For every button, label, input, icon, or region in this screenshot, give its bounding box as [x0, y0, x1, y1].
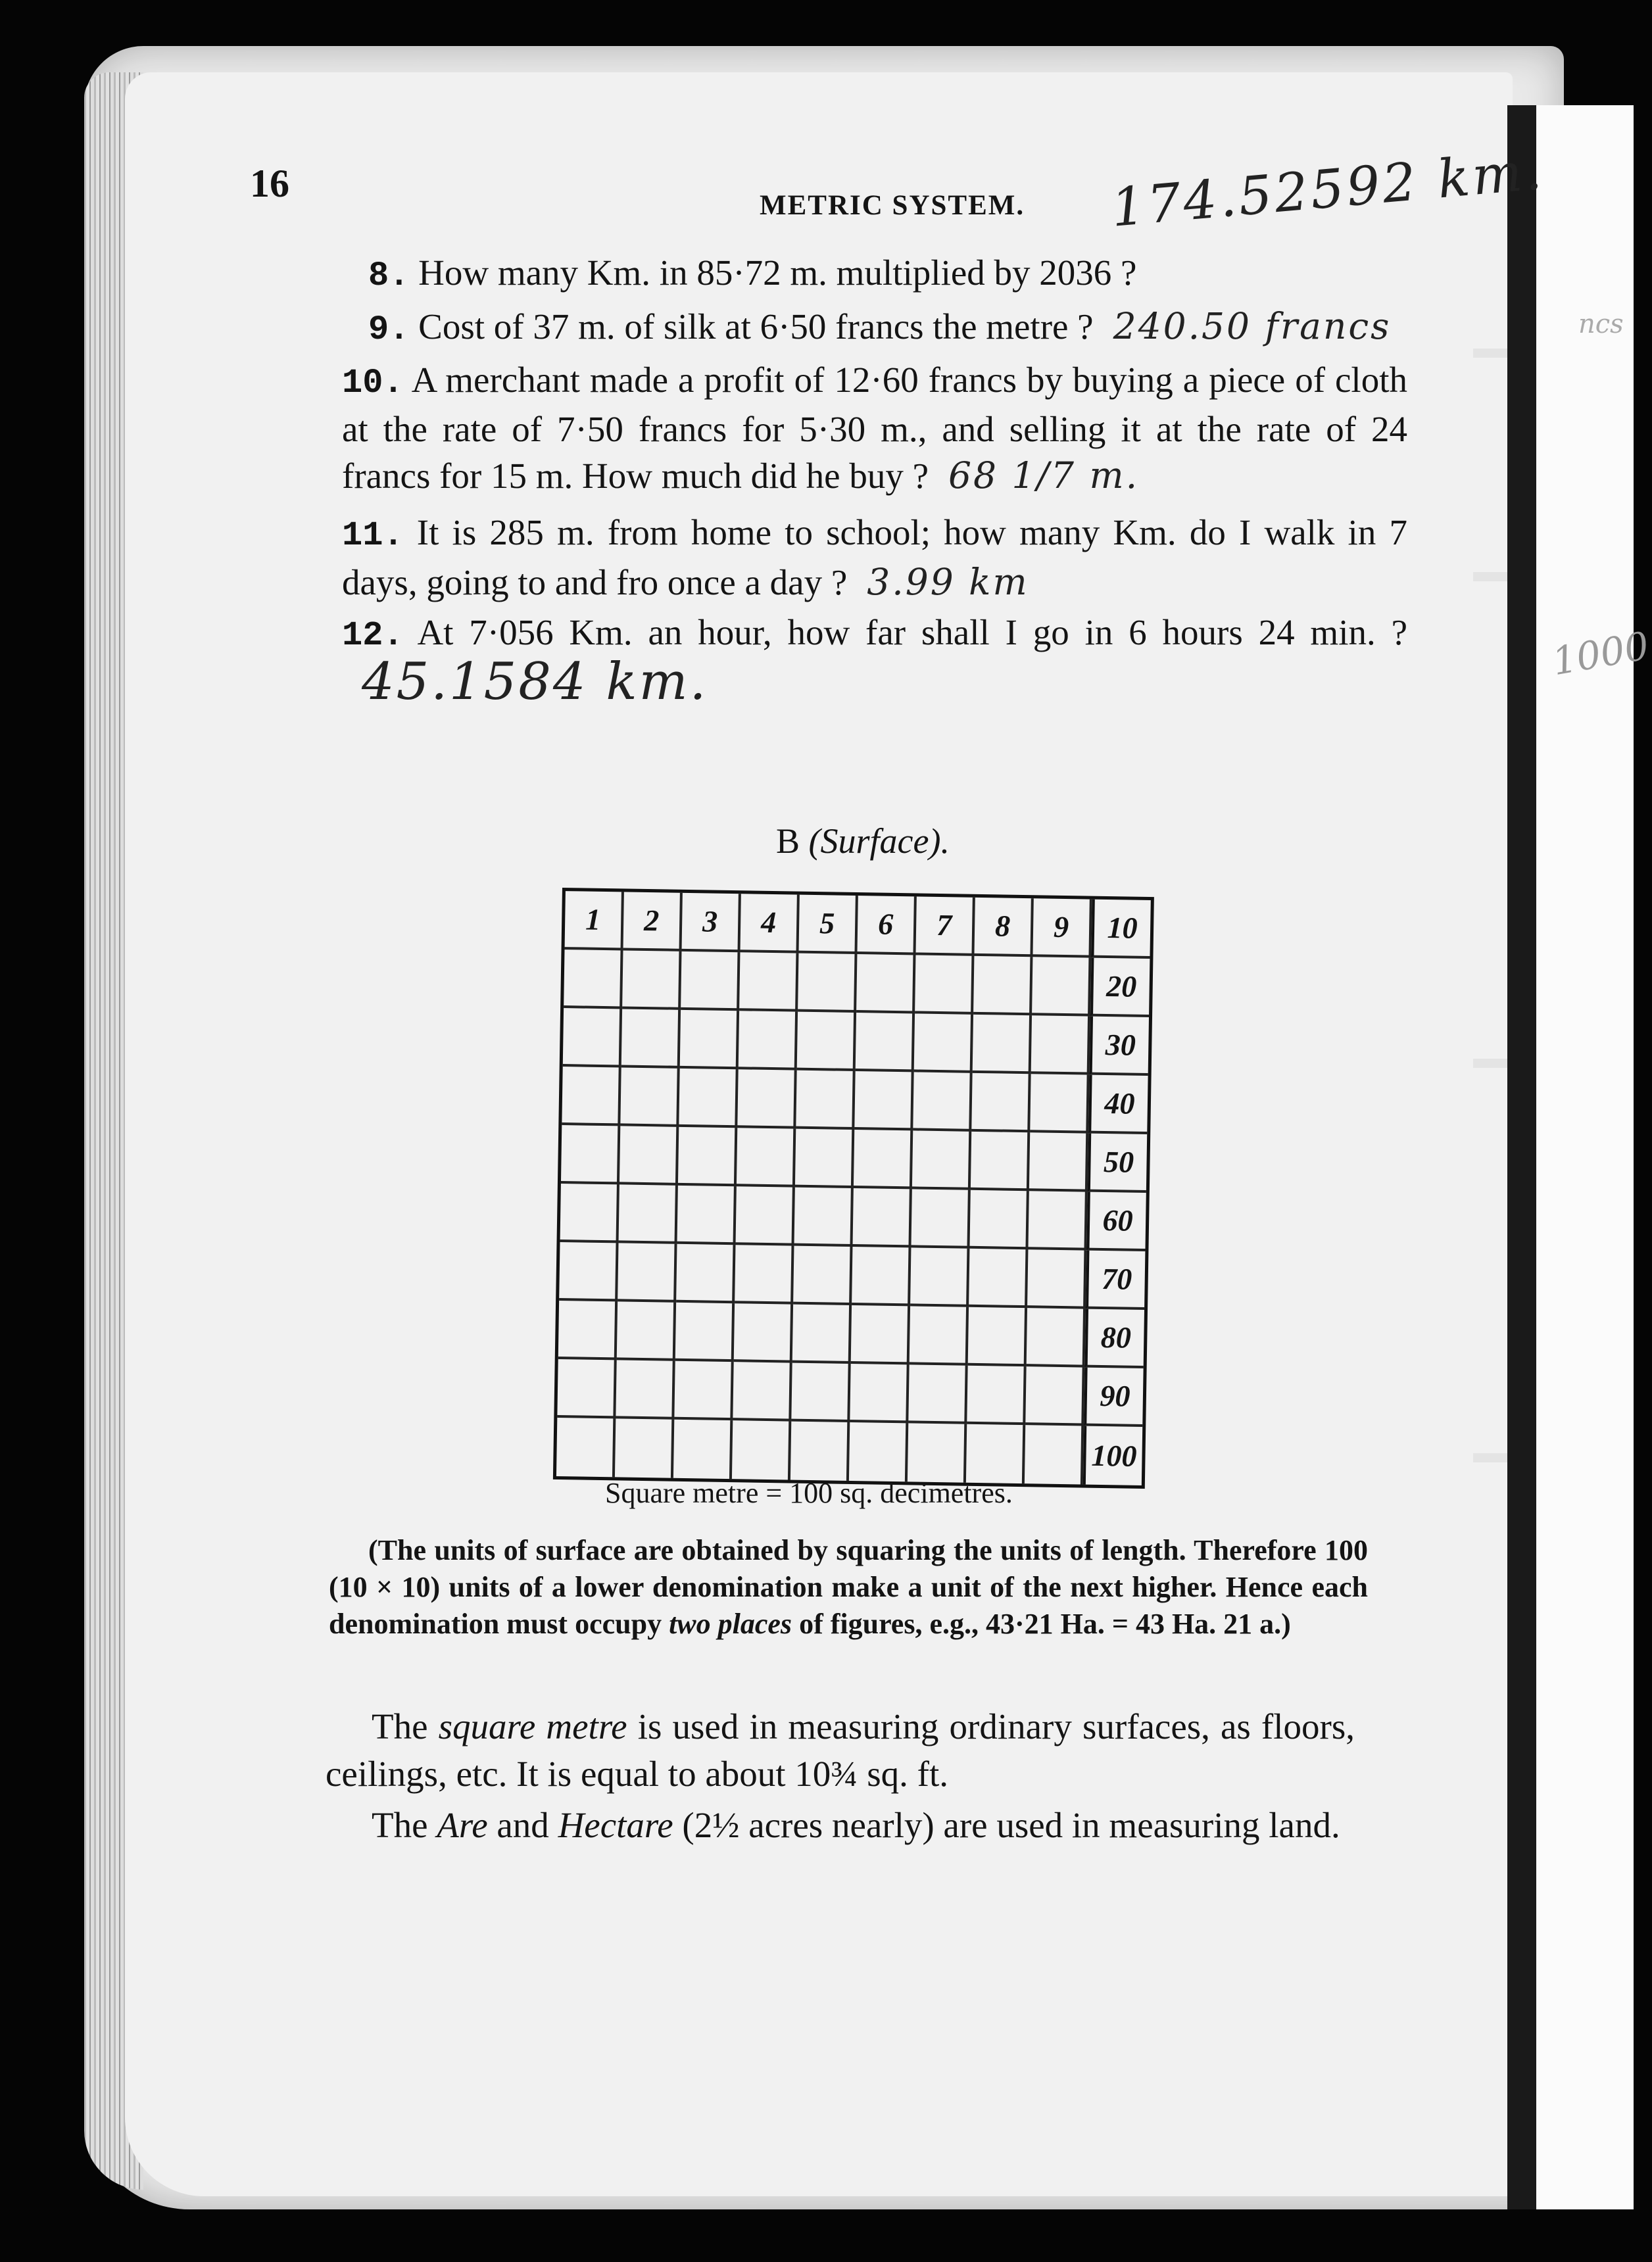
grid-cell	[790, 1422, 850, 1481]
grid-cell	[854, 1130, 913, 1189]
handwritten-answer: 3.99 km	[867, 561, 1029, 603]
margin-note: ncs	[1578, 309, 1624, 339]
grid-cell	[675, 1303, 735, 1362]
grid-side-label: 70	[1086, 1251, 1145, 1310]
grid-cell	[908, 1423, 967, 1482]
running-head: METRIC SYSTEM.	[760, 190, 1025, 221]
grid-cell	[914, 1013, 973, 1072]
paragraph-text: The	[372, 1805, 437, 1845]
grid-cell	[620, 1126, 679, 1185]
grid-top-label: 5	[798, 895, 858, 954]
grid-cell	[915, 955, 974, 1014]
grid-cell	[849, 1422, 908, 1481]
grid-cell	[1030, 1074, 1089, 1133]
problem-number: 8.	[368, 256, 410, 295]
grid-caption: Square metre = 100 sq. decimetres.	[605, 1477, 1013, 1509]
grid-side-label: 60	[1086, 1192, 1146, 1251]
grid-cell	[678, 1127, 737, 1186]
grid-top-label: 6	[857, 896, 916, 955]
problem-item	[368, 303, 1407, 353]
grid-cell	[737, 1128, 796, 1187]
handwritten-answer: 45.1584 km.	[362, 652, 708, 711]
grid-cell	[793, 1246, 852, 1305]
grid-cell	[850, 1364, 909, 1423]
grid-cell	[617, 1301, 676, 1360]
grid-cell	[791, 1363, 850, 1422]
grid-cell	[673, 1420, 733, 1479]
grid-cell	[851, 1305, 910, 1364]
grid-cell	[856, 1013, 915, 1072]
problem-number: 11.	[342, 516, 404, 555]
grid-cell	[792, 1305, 852, 1364]
grid-cell	[911, 1189, 970, 1248]
paragraph	[326, 1802, 1355, 1849]
grid-cell	[556, 1418, 616, 1477]
problem-number: 12.	[342, 616, 404, 655]
grid-cell	[557, 1359, 616, 1418]
grid-cell	[562, 1067, 621, 1126]
grid-cell	[798, 953, 857, 1013]
problem-text: How many Km. in 85·72 m. multiplied by 2036 ?	[418, 253, 1137, 293]
note-text: (The units of surface are obtained by squaring the units of length. Therefore 100 (10 × 10) units of a lower denomination make a unit of the next higher. Hence each denomination must occupy	[329, 1534, 1368, 1640]
note-emphasis: two places	[669, 1608, 792, 1640]
grid-side-label: 50	[1088, 1134, 1147, 1193]
problem-number: 10.	[342, 364, 404, 402]
handwritten-answer: 240.50 francs	[1113, 305, 1392, 347]
grid-cell	[969, 1249, 1028, 1308]
binding-shadow	[1507, 105, 1538, 2209]
grid-cell	[908, 1364, 967, 1424]
grid-cell	[681, 951, 740, 1011]
grid-top-label: 7	[915, 896, 975, 955]
grid-side-label: 40	[1088, 1075, 1148, 1134]
grid-cell	[971, 1073, 1031, 1132]
paragraph-text: (2½ acres nearly) are used in measuring land.	[673, 1805, 1340, 1845]
grid-cell	[679, 1069, 738, 1128]
problem-number: 9.	[368, 310, 410, 349]
grid-side-label: 80	[1085, 1309, 1144, 1368]
problem-item	[342, 610, 1407, 710]
grid-cell	[618, 1243, 677, 1302]
grid-cell	[1027, 1308, 1086, 1367]
grid-cell	[564, 950, 623, 1009]
grid-cell	[735, 1245, 794, 1304]
grid-cell	[559, 1242, 618, 1301]
grid-top-label: 8	[974, 898, 1033, 957]
grid-cell	[732, 1420, 791, 1480]
grid-cell	[621, 1009, 681, 1068]
grid-cell	[734, 1303, 793, 1362]
grid-cell	[563, 1008, 622, 1067]
grid-cell	[739, 952, 798, 1011]
grid-cell	[856, 954, 915, 1013]
problem-item	[342, 510, 1407, 606]
grid-cell	[968, 1307, 1027, 1366]
grid-cell	[1025, 1366, 1084, 1426]
grid-cell	[680, 1010, 739, 1069]
explanatory-note	[329, 1532, 1368, 1643]
problem-item	[368, 250, 1407, 299]
handwritten-answer-top: 174.52592 km.	[1108, 139, 1547, 239]
term-square-metre: square metre	[438, 1706, 627, 1746]
grid-cell	[912, 1130, 971, 1190]
grid-cell	[622, 950, 681, 1009]
grid-cell	[913, 1072, 972, 1131]
grid-cell	[733, 1362, 792, 1421]
scan-background-strip	[1536, 105, 1634, 2209]
grid-cell	[1025, 1425, 1084, 1484]
grid-side-label: 20	[1090, 958, 1150, 1017]
handwritten-answer: 68 1/7 m.	[948, 454, 1140, 496]
grid-top-label: 3	[682, 893, 741, 952]
grid-cell	[1027, 1249, 1086, 1309]
page-number: 16	[250, 162, 289, 205]
grid-cell	[852, 1247, 911, 1306]
grid-cell	[794, 1188, 853, 1247]
grid-cell	[852, 1188, 911, 1247]
paragraph	[326, 1703, 1355, 1798]
margin-note: 1000	[1549, 623, 1652, 685]
term-hectare: Hectare	[558, 1805, 673, 1845]
grid-cell	[910, 1247, 969, 1307]
problem-text: A merchant made a profit of 12·60 francs by buying a piece of cloth at the rate of 7·50 francs for 5·30 m., and selling it at the rate of 24 francs for 15 m. How much did he buy ?	[342, 360, 1407, 496]
grid-top-label: 4	[740, 894, 799, 953]
section-title: (Surface).	[808, 821, 950, 861]
grid-side-label: 90	[1084, 1368, 1143, 1427]
section-heading	[776, 821, 950, 861]
grid-top-label: 10	[1091, 900, 1150, 959]
grid-top-label: 1	[565, 891, 624, 950]
problem-item	[342, 357, 1407, 499]
grid-cell	[967, 1366, 1026, 1425]
grid-cell	[1029, 1132, 1088, 1191]
grid-cell	[616, 1360, 675, 1419]
grid-cell	[973, 956, 1032, 1015]
paragraph-text: is used in measuring ordinary surfaces, as floors, ceilings, etc. It is equal to about 10¾ sq. ft.	[326, 1706, 1355, 1794]
grid-cell	[1028, 1191, 1087, 1250]
grid-cell	[560, 1184, 620, 1243]
grid-side-label: 100	[1083, 1426, 1142, 1485]
grid-cell	[797, 1012, 856, 1071]
grid-cell	[558, 1301, 618, 1360]
grid-cell	[854, 1071, 913, 1130]
grid-cell	[966, 1424, 1025, 1483]
paragraph-text: and	[487, 1805, 558, 1845]
term-are: Are	[437, 1805, 488, 1845]
grid-cell	[795, 1129, 854, 1188]
square-metre-grid	[553, 888, 1154, 1489]
grid-cell	[969, 1190, 1029, 1249]
grid-cell	[676, 1244, 735, 1303]
grid-cell	[674, 1361, 733, 1420]
problem-text: It is 285 m. from home to school; how many Km. do I walk in 7 days, going to and fro once a day ?	[342, 512, 1408, 602]
grid-cell	[619, 1184, 678, 1243]
grid-side-label: 30	[1090, 1017, 1149, 1076]
grid-cell	[739, 1011, 798, 1070]
grid-cell	[615, 1418, 674, 1478]
grid-cell	[620, 1067, 679, 1126]
body-text	[326, 1703, 1355, 1853]
grid-top-label: 9	[1032, 898, 1092, 957]
problem-text: At 7·056 Km. an hour, how far shall I go in 6 hours 24 min. ?	[417, 612, 1407, 652]
grid-cell	[1032, 957, 1091, 1016]
grid-cell	[736, 1186, 795, 1245]
grid-cell	[561, 1125, 620, 1184]
section-letter: B	[776, 821, 800, 861]
grid-cell	[737, 1069, 796, 1128]
grid-cell	[910, 1306, 969, 1365]
note-text: of figures, e.g., 43·21 Ha. = 43 Ha. 21 a.)	[792, 1608, 1291, 1640]
grid-cell	[677, 1186, 737, 1245]
grid-top-label: 2	[623, 892, 683, 951]
grid-cell	[973, 1015, 1032, 1074]
problem-text: Cost of 37 m. of silk at 6·50 francs the metre ?	[418, 306, 1094, 347]
grid-cell	[1031, 1015, 1090, 1074]
grid-cell	[971, 1132, 1030, 1191]
paragraph-text: The	[372, 1706, 439, 1746]
grid-cell	[796, 1071, 855, 1130]
problem-list	[342, 250, 1408, 714]
